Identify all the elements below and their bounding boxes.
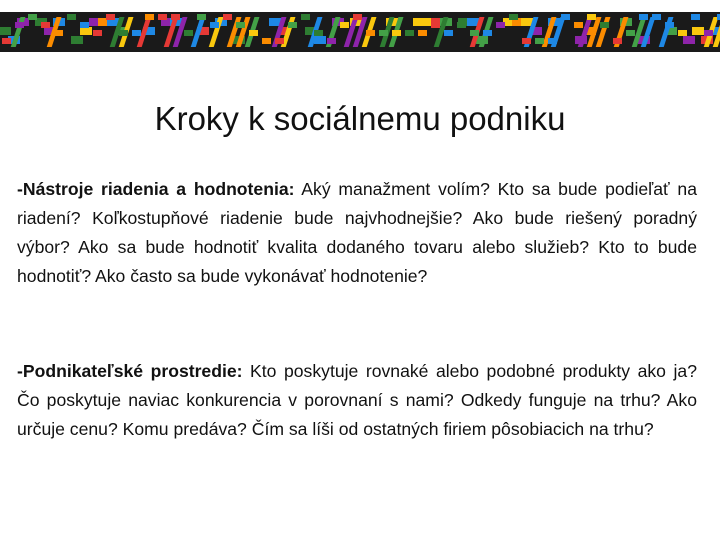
banner-stroke — [210, 22, 219, 28]
banner-stroke — [652, 14, 661, 20]
banner-stroke — [314, 30, 323, 36]
banner-stroke — [184, 30, 193, 36]
slide-title: Kroky k sociálnemu podniku — [154, 100, 566, 137]
banner-stroke — [41, 22, 50, 28]
banner-stroke — [692, 27, 704, 35]
banner-stroke — [301, 14, 310, 20]
banner-stroke — [691, 14, 700, 20]
banner-stroke — [275, 38, 284, 44]
banner-stroke — [93, 30, 102, 36]
banner-stroke — [561, 14, 570, 20]
banner-stroke — [379, 30, 388, 36]
banner-stroke — [678, 30, 687, 36]
banner-stroke — [0, 27, 11, 35]
banner-stroke — [431, 22, 440, 28]
banner-stroke — [522, 38, 531, 44]
banner-stroke — [236, 22, 245, 28]
banner-stroke — [535, 38, 544, 44]
banner-stroke — [444, 30, 453, 36]
banner-stroke — [158, 14, 167, 20]
banner-stroke — [288, 22, 297, 28]
banner-stroke — [132, 30, 141, 36]
banner-stroke — [587, 14, 596, 20]
banner-stroke — [574, 22, 583, 28]
paragraph-text: Aký manažment volím? Kto sa bude podieľať na riadení? Koľkostupňové riadenie bude najvhodnejšie? Ako bude riešený poradný výbor? Ako sa bude hodnotiť kvalita dodaného tovaru alebo služieb? Kto to bude hodnotiť? Ako často sa bude vykonávať hodnotenie? — [17, 179, 697, 286]
paragraph-lead: -Nástroje riadenia a hodnotenia: — [17, 179, 295, 199]
banner-stroke — [639, 14, 648, 20]
banner-stroke — [665, 22, 674, 28]
banner-stroke — [171, 14, 180, 20]
banner-stroke — [418, 30, 427, 36]
banner-stroke — [483, 30, 492, 36]
banner-stroke — [80, 27, 92, 35]
banner-stroke — [457, 22, 466, 28]
paragraph-business-environment — [17, 357, 697, 444]
banner-stroke — [67, 14, 76, 20]
banner-stroke — [353, 14, 362, 20]
banner-stroke — [145, 14, 154, 20]
banner-stroke — [80, 22, 89, 28]
decorative-banner — [0, 0, 720, 64]
banner-stroke — [704, 30, 713, 36]
banner-stroke — [600, 22, 609, 28]
paragraph-management-tools — [17, 175, 697, 291]
banner-stroke — [683, 36, 695, 44]
banner-stroke — [28, 14, 37, 20]
banner-stroke — [327, 38, 336, 44]
banner-stroke — [340, 22, 349, 28]
banner-stroke — [106, 14, 115, 20]
banner-stroke — [71, 36, 83, 44]
banner-stroke — [15, 22, 24, 28]
banner-stroke — [2, 38, 11, 44]
banner-stroke — [470, 30, 479, 36]
banner-stroke — [496, 22, 505, 28]
paragraph-lead: -Podnikateľské prostredie: — [17, 361, 243, 381]
paragraph-text: Kto poskytuje rovnaké alebo podobné produkty ako ja? Čo poskytuje naviac konkurencia v porovnaní s nami? Odkedy funguje na trhu? Ako určuje cenu? Komu predáva? Čím sa líši od ostatných firiem pôsobiacich na trhu? — [17, 361, 697, 439]
banner-stroke — [54, 30, 63, 36]
banner-stroke — [405, 30, 414, 36]
banner-stroke — [366, 30, 375, 36]
banner-stroke — [262, 38, 271, 44]
banner-stroke — [119, 30, 128, 36]
banner-stroke — [613, 38, 622, 44]
banner-stroke — [223, 14, 232, 20]
banner-stroke — [392, 30, 401, 36]
banner-stroke — [249, 30, 258, 36]
banner-stroke — [626, 30, 635, 36]
banner-stroke — [509, 14, 518, 20]
banner-stroke — [197, 14, 206, 20]
banner-stroke — [548, 38, 557, 44]
